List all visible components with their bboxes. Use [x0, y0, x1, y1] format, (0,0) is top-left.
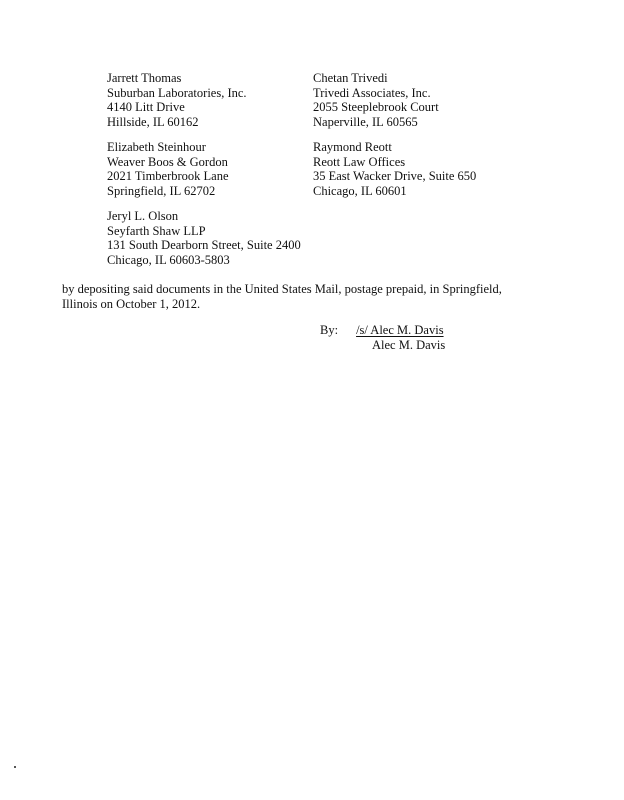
- recipient-company: Reott Law Offices: [313, 154, 406, 169]
- recipient-name: Raymond Reott: [313, 140, 392, 154]
- recipient-street: 131 South Dearborn Street, Suite 2400: [107, 238, 301, 252]
- recipient-name: Jeryl L. Olson: [107, 209, 179, 223]
- recipient-street: 2055 Steeplebrook Court: [313, 100, 439, 114]
- recipient-street: 2021 Timberbrook Lane: [107, 169, 229, 183]
- recipient-city: Chicago, IL 60603-5803: [107, 252, 230, 267]
- recipient-city: Chicago, IL 60601: [313, 183, 407, 198]
- address-block-trivedi: [313, 71, 439, 129]
- recipient-company: Seyfarth Shaw LLP: [107, 223, 206, 238]
- deposit-statement: by depositing said documents in the United States Mail, postage prepaid, in Springfield, Illinois on October 1, 2012.: [62, 282, 502, 311]
- signature-block: [320, 323, 445, 353]
- recipient-company: Trivedi Associates, Inc.: [313, 85, 431, 100]
- address-block-reott: [313, 140, 476, 198]
- scan-speck: [14, 766, 16, 768]
- recipient-city: Naperville, IL 60565: [313, 114, 418, 129]
- recipient-company: Suburban Laboratories, Inc.: [107, 85, 247, 100]
- recipient-city: Springfield, IL 62702: [107, 183, 216, 198]
- address-block-steinhour: [107, 140, 229, 198]
- recipient-name: Chetan Trivedi: [313, 71, 388, 85]
- printed-name: Alec M. Davis: [372, 338, 446, 352]
- address-block-olson: [107, 209, 301, 267]
- by-label: By:: [320, 323, 339, 337]
- recipient-company: Weaver Boos & Gordon: [107, 154, 228, 169]
- signature-line: [320, 323, 445, 338]
- recipient-name: Jarrett Thomas: [107, 71, 182, 85]
- recipient-name: Elizabeth Steinhour: [107, 140, 206, 154]
- electronic-signature: /s/ Alec M. Davis: [356, 323, 444, 337]
- address-block-thomas: [107, 71, 247, 129]
- recipient-city: Hillside, IL 60162: [107, 114, 199, 129]
- recipient-street: 4140 Litt Drive: [107, 100, 185, 114]
- recipient-street: 35 East Wacker Drive, Suite 650: [313, 169, 477, 183]
